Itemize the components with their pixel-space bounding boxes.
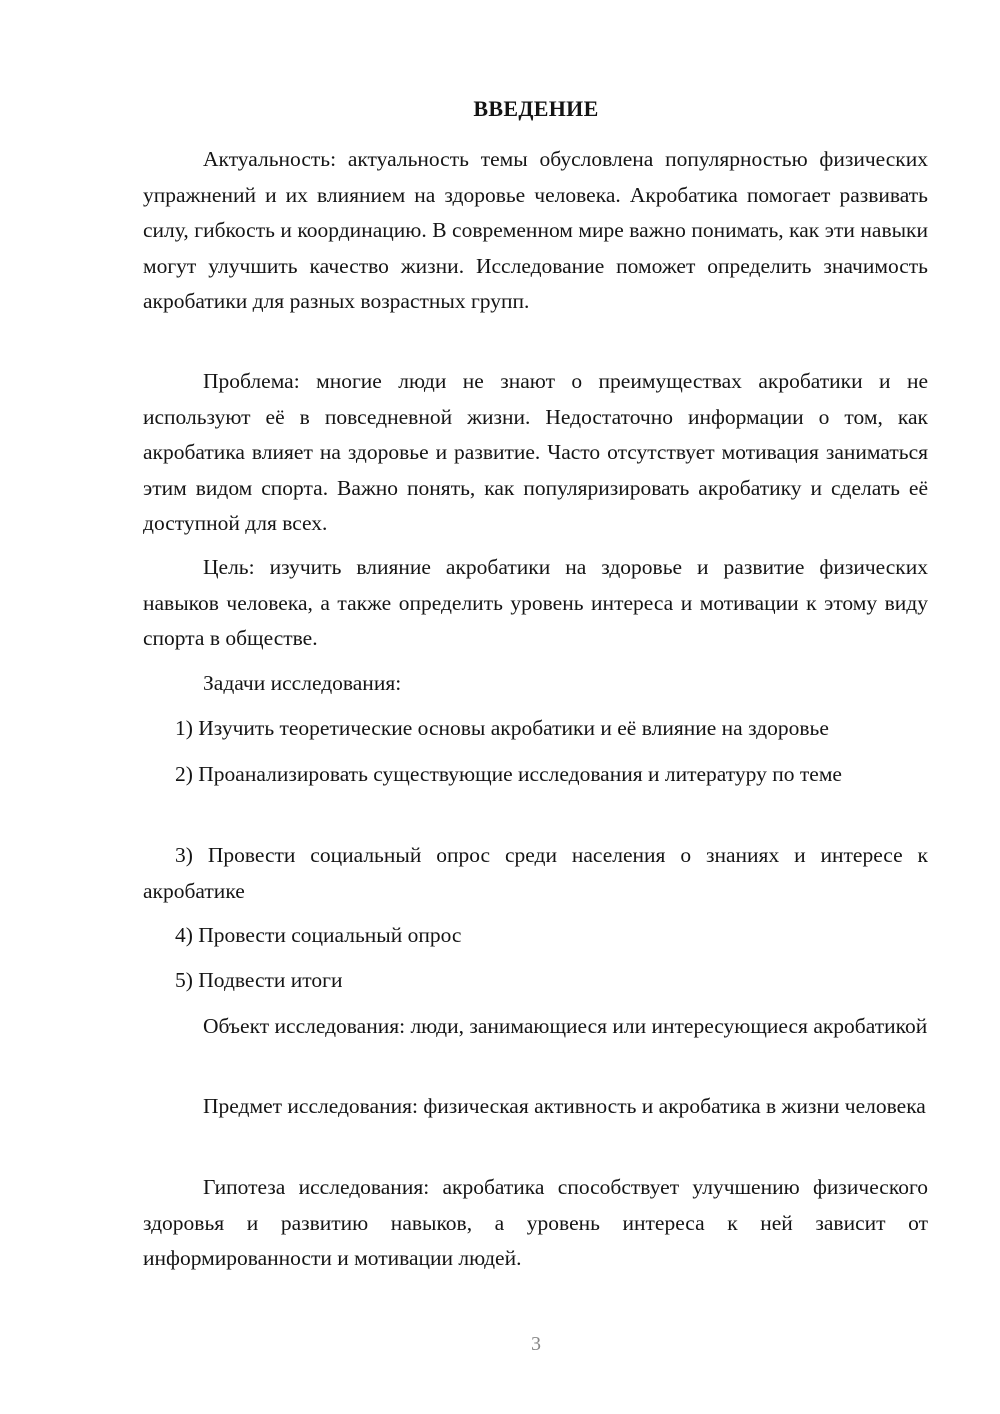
tasks-heading: Задачи исследования: (203, 671, 402, 695)
paragraph-object: Объект исследования: люди, занимающиеся или интересующиеся акробатикой (203, 1014, 928, 1038)
paragraph-problem: Проблема: многие люди не знают о преимуществах акробатики и не используют её в повседневной жизни. Недостаточно информации о том, как акробатика влияет на здоровье и развитие. Часто отсутствует мотивация заниматься этим видом спорта. Важно понять, как популяризировать акробатику и сделать её доступной для всех. (143, 369, 928, 536)
page-number: 3 (531, 1333, 541, 1355)
task-item-5: 5) Подвести итоги (175, 968, 343, 992)
paragraph-goal: Цель: изучить влияние акробатики на здоровье и развитие физических навыков человека, а также определить уровень интереса и мотивации к этому виду спорта в обществе. (143, 555, 928, 651)
page-title: ВВЕДЕНИЕ (473, 96, 599, 121)
task-item-3: 3) Провести социальный опрос среди населения о знаниях и интересе к акробатике (143, 843, 928, 903)
task-item-2: 2) Проанализировать существующие исследования и литературу по теме (175, 762, 842, 786)
task-item-4: 4) Провести социальный опрос (175, 923, 462, 947)
task-item-1: 1) Изучить теоретические основы акробатики и её влияние на здоровье (175, 716, 829, 740)
paragraph-hypothesis: Гипотеза исследования: акробатика способствует улучшению физического здоровья и развитию навыков, а уровень интереса к ней зависит от информированности и мотивации людей. (143, 1175, 928, 1271)
paragraph-relevance: Актуальность: актуальность темы обусловлена популярностью физических упражнений и их влиянием на здоровье человека. Акробатика помогает развивать силу, гибкость и координацию. В современном мире важно понимать, как эти навыки могут улучшить качество жизни. Исследование поможет определить значимость акробатики для разных возрастных групп. (143, 147, 928, 314)
paragraph-subject: Предмет исследования: физическая активность и акробатика в жизни человека (203, 1094, 926, 1118)
